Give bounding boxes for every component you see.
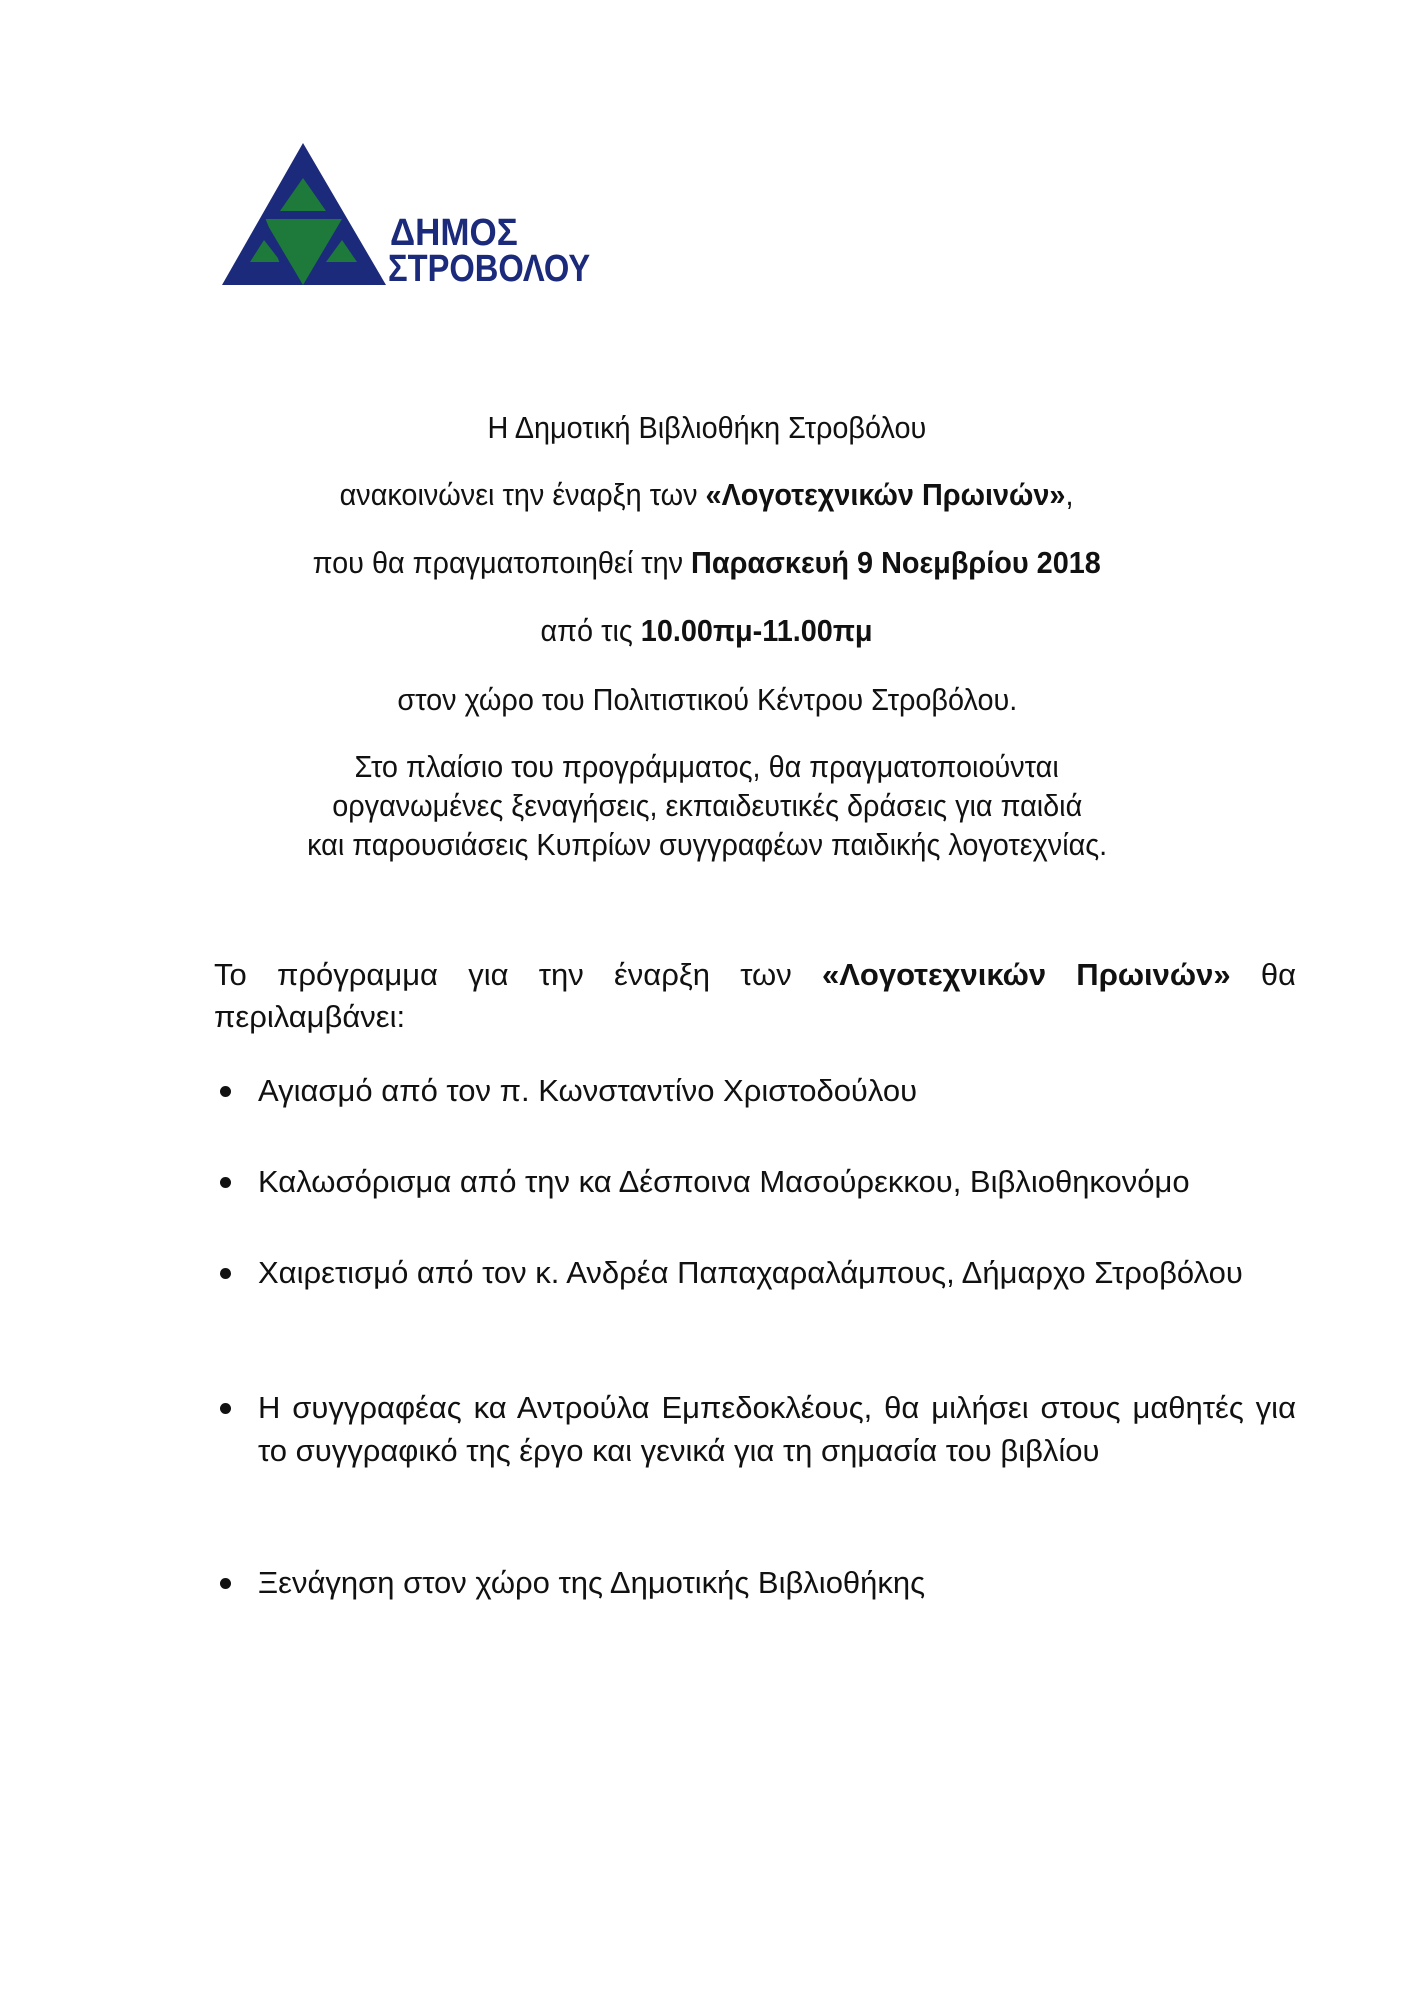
triangle-emblem-icon xyxy=(220,140,390,290)
event-time: 10.00πμ-11.00πμ xyxy=(641,613,874,648)
program-intro: Το πρόγραμμα για την έναρξη των «Λογοτεχνικών Πρωινών» θα περιλαμβάνει: xyxy=(214,957,1296,1034)
logo-title-line1: ΔΗΜΟΣ xyxy=(390,212,518,254)
announcement-line4: από τις 10.00πμ-11.00πμ xyxy=(540,613,874,648)
event-date: Παρασκευή 9 Νοεμβρίου 2018 xyxy=(691,545,1102,580)
bullet-icon xyxy=(220,1086,231,1097)
event-name: «Λογοτεχνικών Πρωινών» xyxy=(705,477,1066,512)
announcement-line1: Η Δημοτική Βιβλιοθήκη Στροβόλου xyxy=(487,410,927,445)
description-line1: Στο πλαίσιο του προγράμματος, θα πραγματοποιούνται xyxy=(354,749,1060,784)
logo-title-line2: ΣΤΡΟΒΟΛΟΥ xyxy=(388,248,591,290)
announcement-line2: ανακοινώνει την έναρξη των «Λογοτεχνικών Πρωινών», xyxy=(340,477,1074,512)
announcement-line3: που θα πραγματοποιηθεί την Παρασκευή 9 Νοεμβρίου 2018 xyxy=(312,545,1102,580)
bullet-icon xyxy=(220,1403,231,1414)
bullet-icon xyxy=(220,1268,231,1279)
description-line2: οργανωμένες ξεναγήσεις, εκπαιδευτικές δράσεις για παιδιά xyxy=(331,788,1083,823)
municipality-logo xyxy=(220,140,640,290)
bullet-icon xyxy=(220,1578,231,1589)
announcement-location: στον χώρο του Πολιτιστικού Κέντρου Στροβόλου. xyxy=(397,682,1017,717)
description-line3: και παρουσιάσεις Κυπρίων συγγραφέων παιδικής λογοτεχνίας. xyxy=(306,827,1108,862)
bullet-icon xyxy=(220,1177,231,1188)
program-event-name: «Λογοτεχνικών Πρωινών» xyxy=(821,957,1231,992)
